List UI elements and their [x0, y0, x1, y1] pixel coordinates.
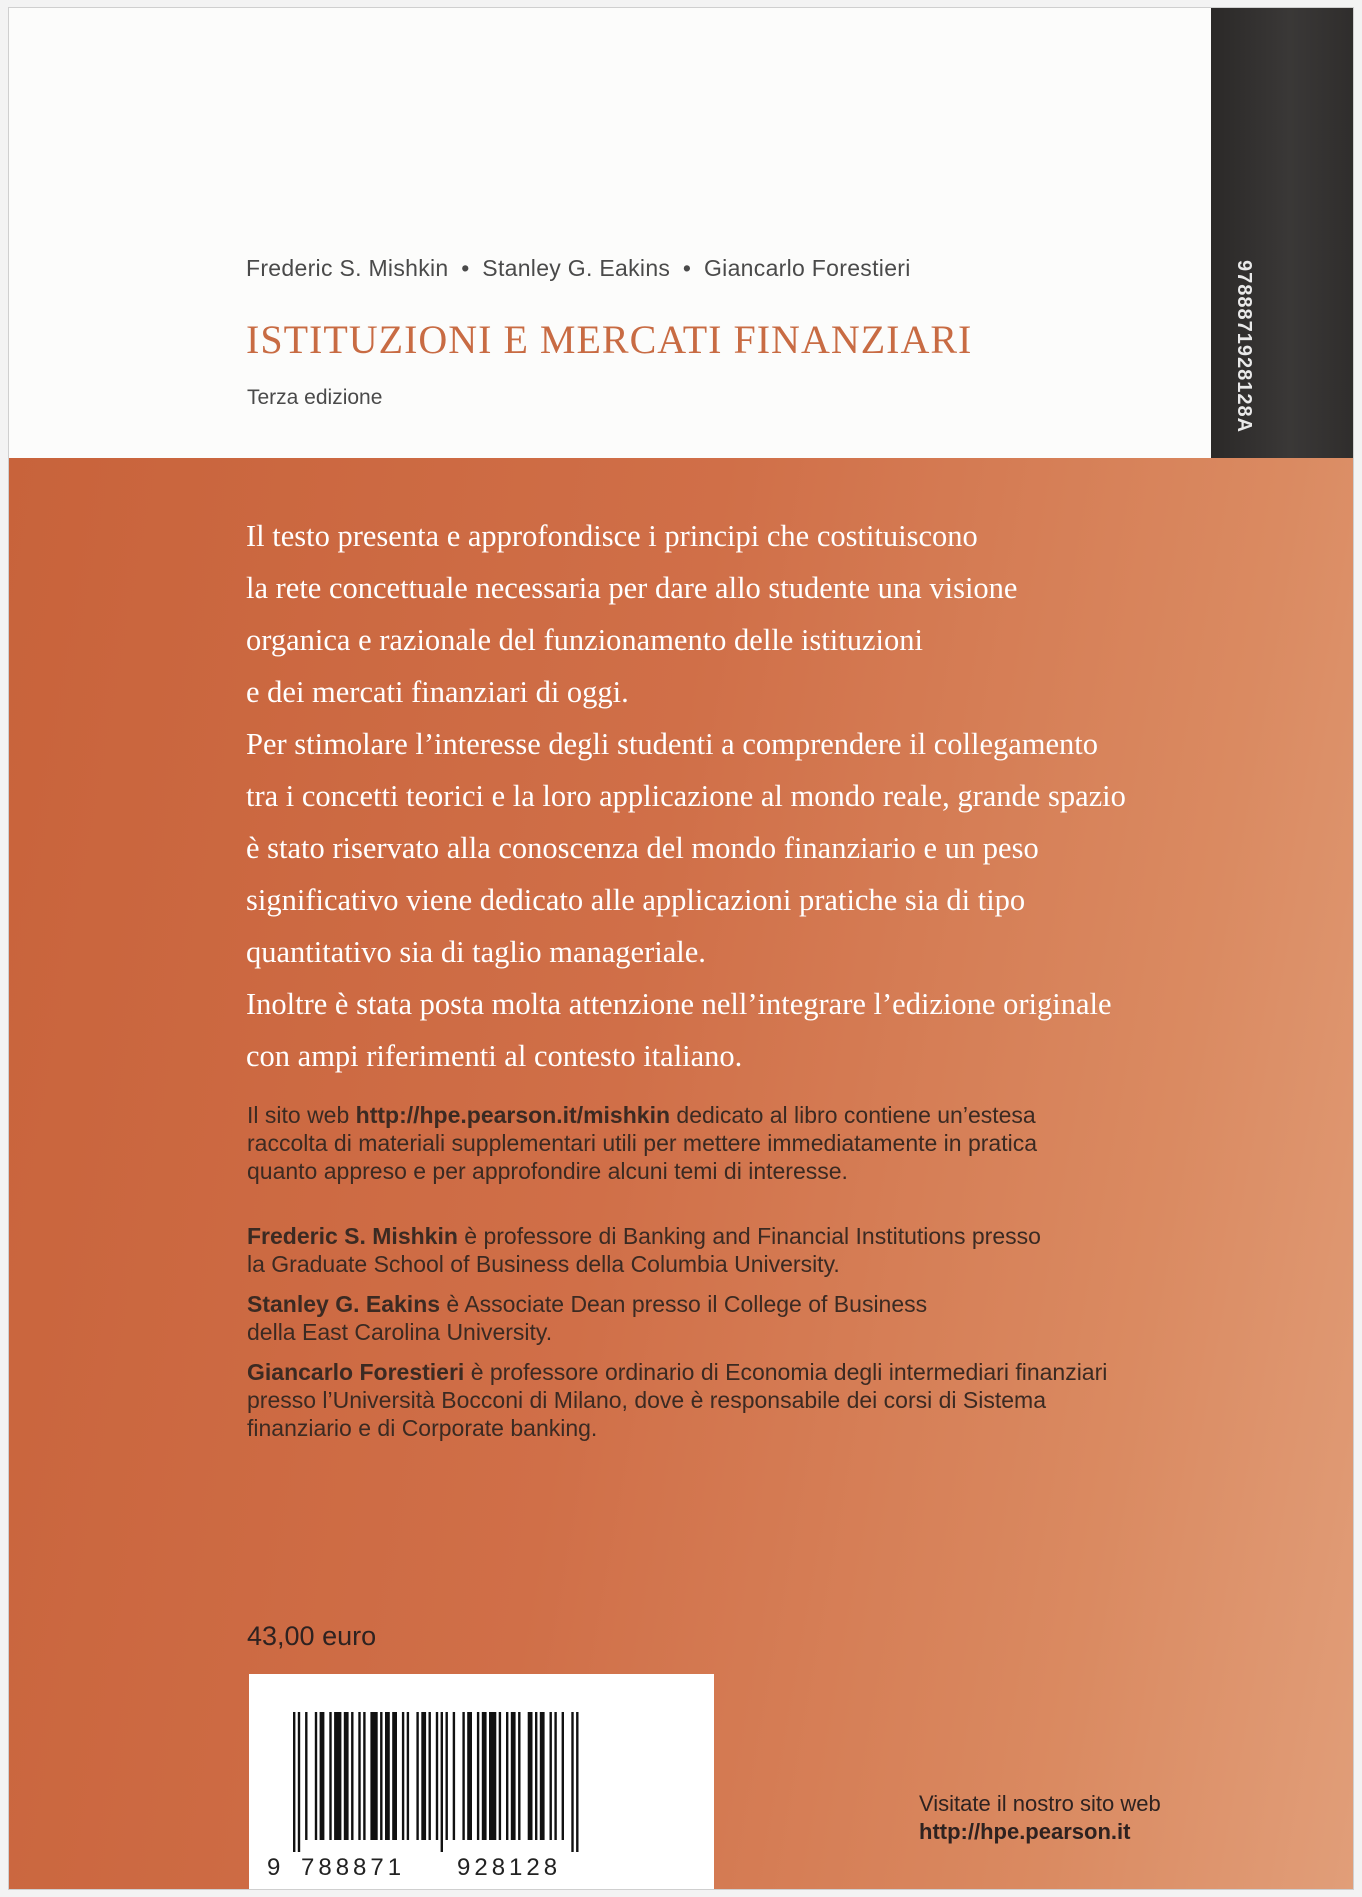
- barcode-bar: [477, 1712, 479, 1840]
- barcode-bar: [453, 1712, 455, 1840]
- bio-text: è professore di Banking and Financial Institutions presso: [457, 1223, 1041, 1249]
- bio-line: [247, 1222, 1237, 1250]
- barcode-bar: [571, 1712, 573, 1852]
- book-title: ISTITUZIONI E MERCATI FINANZIARI: [246, 317, 973, 362]
- website-note-line: quanto appreso e per approfondire alcuni temi di interesse.: [247, 1158, 848, 1184]
- publisher-visit: [919, 1790, 1161, 1846]
- barcode-bar: [351, 1712, 353, 1840]
- intro-line: quantitativo sia di taglio manageriale.: [246, 935, 706, 969]
- barcode-bar: [344, 1712, 349, 1840]
- publisher-website-link: http://hpe.pearson.it: [919, 1819, 1131, 1844]
- author-bio: [247, 1290, 1237, 1346]
- barcode-bar: [429, 1712, 431, 1840]
- barcode-bar: [402, 1712, 404, 1840]
- bio-author-name: Giancarlo Forestieri: [247, 1359, 465, 1385]
- barcode-icon: [293, 1712, 673, 1852]
- barcode-bar: [540, 1712, 545, 1840]
- barcode-bar: [462, 1712, 464, 1840]
- barcode-bar: [535, 1712, 537, 1840]
- edition-label: Terza edizione: [247, 386, 383, 409]
- barcode-number: [267, 1854, 627, 1882]
- barcode-bar: [518, 1712, 520, 1840]
- author-name: Frederic S. Mishkin: [246, 255, 449, 281]
- price-label: 43,00 euro: [247, 1621, 377, 1651]
- visit-text: Visitate il nostro sito web: [919, 1791, 1161, 1816]
- website-note: [247, 1101, 1237, 1185]
- barcode-bar: [298, 1712, 300, 1852]
- barcode-bar: [407, 1712, 409, 1840]
- bio-line: la Graduate School of Business della Columbia University.: [247, 1251, 840, 1277]
- intro-paragraph: [246, 510, 1246, 1082]
- author-name: Stanley G. Eakins: [482, 255, 671, 281]
- intro-line: con ampi riferimenti al contesto italiano.: [246, 1039, 743, 1073]
- barcode-box: [249, 1674, 714, 1890]
- barcode-bar: [446, 1712, 448, 1840]
- bio-author-name: Stanley G. Eakins: [247, 1291, 441, 1317]
- intro-line: la rete concettuale necessaria per dare allo studente una visione: [246, 571, 1018, 605]
- barcode-bar: [385, 1712, 390, 1840]
- bio-line: finanziario e di Corporate banking.: [247, 1415, 598, 1441]
- intro-line: e dei mercati finanziari di oggi.: [246, 675, 629, 709]
- author-name: Giancarlo Forestieri: [703, 255, 911, 281]
- intro-line: Il testo presenta e approfondisce i principi che costituiscono: [246, 519, 978, 553]
- bio-line: della East Carolina University.: [247, 1319, 553, 1345]
- top-white-band: [9, 8, 1211, 458]
- barcode-bar: [436, 1712, 438, 1840]
- barcode-bar: [441, 1712, 443, 1852]
- bio-line: presso l’Università Bocconi di Milano, dove è responsabile dei corsi di Sistema: [247, 1387, 1046, 1413]
- barcode-bar: [416, 1712, 418, 1840]
- author-separator: •: [682, 255, 692, 281]
- barcode-bar: [554, 1712, 556, 1840]
- bio-line: [247, 1358, 1237, 1386]
- barcode-bar: [421, 1712, 426, 1840]
- website-note-prefix: Il sito web: [247, 1102, 356, 1128]
- website-note-suffix: dedicato al libro contiene un’estesa: [670, 1102, 1036, 1128]
- barcode-bar: [370, 1712, 377, 1840]
- barcode-bar: [528, 1712, 533, 1840]
- website-note-line: [247, 1101, 1237, 1129]
- spine-isbn-code: 9788871928128A: [1233, 260, 1255, 434]
- bio-line: [247, 1290, 1237, 1318]
- barcode-bar: [315, 1712, 317, 1840]
- bio-text: è Associate Dean presso il College of Business: [440, 1291, 928, 1317]
- barcode-bar: [511, 1712, 516, 1840]
- intro-line: Inoltre è stata posta molta attenzione nell’integrare l’edizione originale: [246, 987, 1112, 1021]
- barcode-bar: [305, 1712, 307, 1840]
- author-bio: [247, 1222, 1237, 1278]
- barcode-bar: [489, 1712, 496, 1840]
- barcode-bar: [562, 1712, 564, 1840]
- authors-line: [246, 255, 911, 282]
- barcode-bar: [358, 1712, 360, 1840]
- barcode-bar: [482, 1712, 487, 1840]
- author-separator: •: [461, 255, 470, 281]
- barcode-bar: [334, 1712, 341, 1840]
- intro-line: organica e razionale del funzionamento delle istituzioni: [246, 623, 923, 657]
- author-bio: [247, 1358, 1237, 1442]
- intro-line: significativo viene dedicato alle applicazioni pratiche sia di tipo: [246, 883, 1026, 917]
- website-note-line: raccolta di materiali supplementari utili per mettere immediatamente in pratica: [247, 1130, 1038, 1156]
- barcode-bar: [506, 1712, 508, 1840]
- barcode-digit-group: 9: [267, 1854, 281, 1881]
- barcode-bar: [329, 1712, 331, 1840]
- intro-line: Per stimolare l’interesse degli studenti a comprendere il collegamento: [246, 727, 1099, 761]
- bio-author-name: Frederic S. Mishkin: [247, 1223, 458, 1249]
- intro-line: tra i concetti teorici e la loro applicazione al mondo reale, grande spazio: [246, 779, 1126, 813]
- barcode-bar: [392, 1712, 397, 1840]
- barcode-bar: [550, 1712, 552, 1840]
- barcode-bar: [576, 1712, 578, 1852]
- barcode-bar: [467, 1712, 472, 1840]
- bio-text: è professore ordinario di Economia degli intermediari finanziari: [464, 1359, 1108, 1385]
- book-back-cover: [8, 7, 1354, 1890]
- barcode-bar: [320, 1712, 325, 1840]
- barcode-bar: [499, 1712, 501, 1840]
- barcode-digit-group: 928128: [457, 1854, 562, 1881]
- book-website-link: http://hpe.pearson.it/mishkin: [355, 1102, 671, 1128]
- intro-line: è stato riservato alla conoscenza del mondo finanziario e un peso: [246, 831, 1039, 865]
- barcode-bar: [380, 1712, 382, 1840]
- author-bios: [247, 1222, 1237, 1454]
- barcode-bar: [293, 1712, 295, 1852]
- barcode-digit-group: 788871: [301, 1854, 406, 1881]
- barcode-bar: [363, 1712, 365, 1840]
